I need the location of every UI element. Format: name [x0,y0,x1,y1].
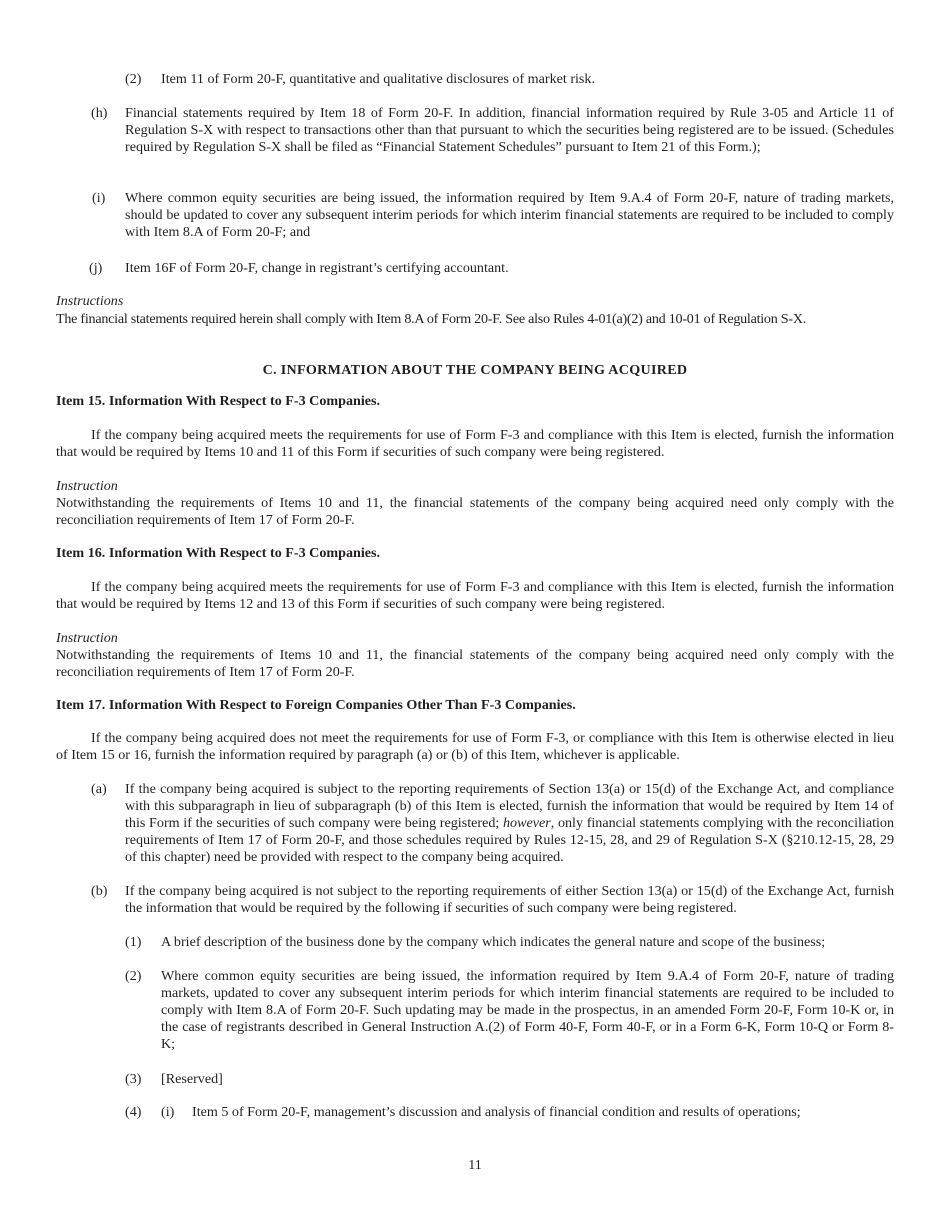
item-15-instruction-text: Notwithstanding the requirements of Items 10 and 11, the financial statements of the company being acquired need only comply with the reconciliation requirements of Item 17 of Form 20-F. [56,495,894,528]
item-15-instruction-heading: Instruction [56,478,118,494]
page-number: 11 [468,1157,482,1173]
item-16-instruction-heading: Instruction [56,630,118,646]
section-title: C. INFORMATION ABOUT THE COMPANY BEING ACQUIRED [262,362,688,378]
list-label: (j) [89,260,103,276]
list-text: Financial statements required by Item 18 of Form 20-F. In addition, financial information required by Rule 3-05 and Article 11 of Regulation S-X with respect to transactions other than that pursuant to which the securities being registered are to be issued. (Schedules required by Regulation S-X shall be filed as “Financial Statement Schedules” pursuant to Item 21 of this Form.); [125,105,894,155]
item-17-heading: Item 17. Information With Respect to Foreign Companies Other Than F-3 Companies. [56,697,576,713]
list-text: [Reserved] [161,1071,223,1087]
list-label: (h) [91,105,108,121]
instructions-heading: Instructions [56,293,124,309]
list-text [125,781,894,866]
list-label: (b) [91,883,108,899]
instructions-text: The financial statements required herein shall comply with Item 8.A of Form 20-F. See also Rules 4-01(a)(2) and 10-01 of Regulation S-X. [56,311,807,327]
list-text-part: , only financial statements complying with the reconciliation requirements of Item 17 of Form 20-F, and those schedules required by Rules 12-15, 28, and 29 of Regulation S-X (§210.12-15, 28, 29 of this chapter) need be provided with respect to the company being acquired. [125,815,894,865]
list-label: (i) [92,190,106,206]
list-text: Item 16F of Form 20-F, change in registrant’s certifying accountant. [125,260,509,276]
list-text-part: If the company being acquired is subject to the reporting requirements of Section 13(a) or 15(d) of the Exchange Act, and compliance with this subparagraph in lieu of subparagraph (b) of this Item is elected, furnish the information that would be required by Item 14 of this Form if the securities of such company were being registered; [125,781,894,831]
list-label: (3) [125,1071,142,1087]
list-text: If the company being acquired is not subject to the reporting requirements of either Section 13(a) or 15(d) of the Exchange Act, furnish the information that would be required by the following if securities of such company were being registered. [125,883,894,916]
item-16-body: If the company being acquired meets the requirements for use of Form F-3 and compliance with this Item is elected, furnish the information that would be required by Items 12 and 13 of this Form if securities of such company were being registered. [56,579,894,612]
list-label: (2) [125,71,142,87]
emphasis-text: however [502,815,551,831]
list-text: Where common equity securities are being issued, the information required by Item 9.A.4 of Form 20-F, nature of trading markets, should be updated to cover any subsequent interim periods for which interim financial statements are required to be included to comply with Item 8.A of Form 20-F; and [125,190,894,240]
list-label: (4) [125,1104,142,1120]
list-label: (2) [125,968,142,984]
list-text: Item 5 of Form 20-F, management’s discussion and analysis of financial condition and results of operations; [192,1104,801,1120]
item-17-body: If the company being acquired does not meet the requirements for use of Form F-3, or compliance with this Item is otherwise elected in lieu of Item 15 or 16, furnish the information required by paragraph (a) or (b) of this Item, whichever is applicable. [56,730,894,763]
item-16-instruction-text: Notwithstanding the requirements of Items 10 and 11, the financial statements of the company being acquired need only comply with the reconciliation requirements of Item 17 of Form 20-F. [56,647,894,680]
item-16-heading: Item 16. Information With Respect to F-3 Companies. [56,545,381,561]
list-text: Item 11 of Form 20-F, quantitative and qualitative disclosures of market risk. [161,71,595,87]
sub-list-label: (i) [161,1104,175,1120]
item-15-heading: Item 15. Information With Respect to F-3 Companies. [56,393,381,409]
list-label: (1) [125,934,142,950]
list-label: (a) [91,781,107,797]
list-text: A brief description of the business done by the company which indicates the general nature and scope of the business; [161,934,826,950]
item-15-body: If the company being acquired meets the requirements for use of Form F-3 and compliance with this Item is elected, furnish the information that would be required by Items 10 and 11 of this Form if securities of such company were being registered. [56,427,894,460]
list-text: Where common equity securities are being issued, the information required by Item 9.A.4 of Form 20-F, nature of trading markets, updated to cover any subsequent interim periods for which interim financial statements are required to be included to comply with Item 8.A of Form 20-F. Such updating may be made in the prospectus, in an amended Form 20-F, Form 10-K or, in the case of registrants described in General Instruction A.(2) of Form 40-F, Form 40-F, or in a Form 6-K, Form 10-Q or Form 8-K; [161,968,894,1052]
